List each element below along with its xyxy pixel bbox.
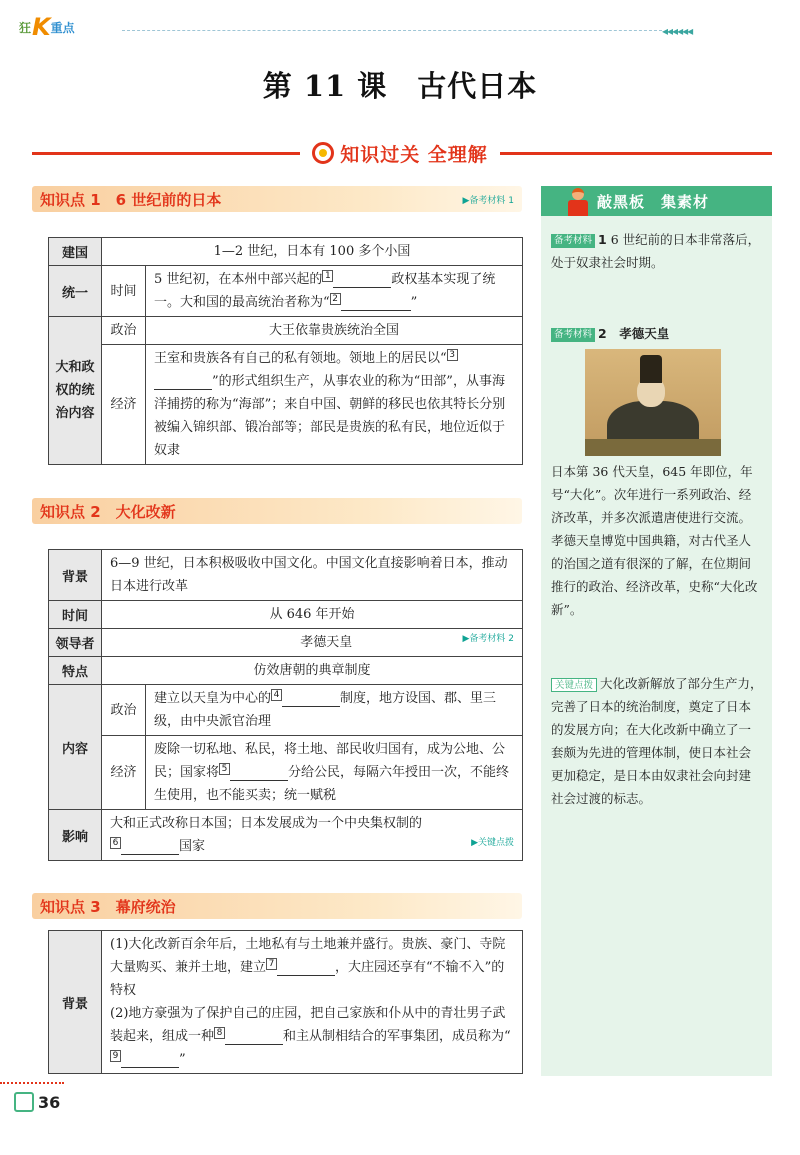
- material-number: 1: [598, 232, 607, 247]
- table-row: [49, 345, 523, 465]
- table-cell: [146, 685, 523, 736]
- table-cell: [146, 736, 523, 810]
- row-header: 影响: [49, 810, 102, 861]
- table-row: [49, 736, 523, 810]
- cell-text: (2)地方豪强为了保护自己的庄园，把自己家族和仆从中的青壮男子武装起来，组成一种: [110, 1006, 506, 1044]
- fill-blank[interactable]: [121, 1052, 179, 1068]
- table-cell: 6—9 世纪，日本积极吸收中国文化。中国文化直接影响着日本，推动日本进行改革: [102, 550, 523, 601]
- blank-number: 3: [447, 349, 458, 361]
- blank-number: 5: [219, 763, 230, 775]
- banner-line-left: [32, 152, 302, 155]
- brand-k: K: [32, 13, 51, 41]
- cell-text: 王室和贵族各有自己的私有领地。领地上的居民以“: [154, 351, 447, 366]
- table-cell: 大王依靠贵族统治全国: [146, 317, 523, 345]
- fill-blank[interactable]: [333, 272, 391, 288]
- kp1-ref[interactable]: ▶备考材料 1: [462, 195, 514, 206]
- cell-text: (1)大化改新百余年后，土地私有与土地兼并盛行。贵族、豪门、寺院大量购买、兼并土地，建立: [110, 937, 506, 975]
- section-banner: [300, 138, 500, 168]
- table-cell: 仿效唐朝的典章制度: [102, 657, 523, 685]
- row-header: 背景: [49, 550, 102, 601]
- material-1: [551, 228, 763, 274]
- fill-blank[interactable]: [154, 374, 212, 390]
- kp1-header: [32, 186, 522, 212]
- table-row: [49, 317, 523, 345]
- blank-number: 2: [330, 293, 341, 305]
- row-header: 建国: [49, 238, 102, 266]
- row-header: 领导者: [49, 629, 102, 657]
- material-text: 6 世纪前的日本非常落后，处于奴隶社会时期。: [551, 232, 761, 270]
- cell-text: ，大庄园还享有“不输不入”的特权: [110, 960, 505, 998]
- material-tag: 备考材料: [551, 328, 595, 342]
- key-tag: 关键点拨: [551, 678, 597, 692]
- fill-blank[interactable]: [121, 839, 179, 855]
- cell-text: 国家: [179, 839, 206, 854]
- table-cell: [146, 345, 523, 465]
- blank-number: 6: [110, 837, 121, 849]
- kp2-header: [32, 498, 522, 524]
- header-divider: [122, 30, 662, 31]
- student-icon: [565, 186, 591, 216]
- banner-line-right: [498, 152, 772, 155]
- sub-header: 时间: [102, 266, 146, 317]
- row-header: 大和政权的统治内容: [49, 317, 102, 465]
- material-title: 孝德天皇: [619, 326, 670, 341]
- table-row: [49, 601, 523, 629]
- sidebar-title: 敲黑板 集素材: [597, 192, 710, 211]
- sidebar-header: [541, 186, 772, 216]
- fill-blank[interactable]: [277, 960, 335, 976]
- fill-blank[interactable]: [341, 295, 411, 311]
- cell-text: 和主从制相结合的军事集团，成员称为“: [283, 1029, 511, 1044]
- sub-header: 政治: [102, 685, 146, 736]
- brand-logo: [18, 14, 75, 40]
- table-row: [49, 266, 523, 317]
- material-number: 2: [598, 326, 607, 341]
- kp3-label: 知识点 3 幕府统治: [40, 897, 176, 916]
- kp2-table: [48, 549, 523, 861]
- blank-number: 8: [214, 1027, 225, 1039]
- table-row: [49, 810, 523, 861]
- material-tag: 备考材料: [551, 234, 595, 248]
- table-row: [49, 657, 523, 685]
- cell-text: 建立以天皇为中心的: [154, 691, 272, 706]
- cell-text: 大和正式改称日本国；日本发展成为一个中央集权制的: [110, 816, 423, 831]
- sub-header: 经济: [102, 345, 146, 465]
- key-point: [551, 672, 763, 810]
- kp3-header: [32, 893, 522, 919]
- emperor-portrait-image: [585, 349, 721, 456]
- cell-text: 分给公民，每隔六年授田一次，不能终生使用，也不能买卖；统一赋税: [154, 765, 510, 803]
- table-row: [49, 550, 523, 601]
- sidebar-panel: [541, 186, 772, 1076]
- book-icon: [14, 1092, 34, 1112]
- kp2-ref[interactable]: ▶备考材料 2: [462, 634, 514, 644]
- sub-header: 经济: [102, 736, 146, 810]
- table-cell: [146, 266, 523, 317]
- kp2-label: 知识点 2 大化改新: [40, 502, 176, 521]
- kp2-key-ref[interactable]: ▶关键点拨: [471, 838, 514, 848]
- kp1-label: 知识点 1 6 世纪前的日本: [40, 190, 222, 209]
- cell-text: ”的形式组织生产，从事农业的称为“田部”，从事海洋捕捞的称为“海部”；来自中国、朝鲜的移民也依其特长分别被编入锦织部、锻冶部等；部民是贵族的私有民，地位近似于奴隶: [154, 374, 506, 458]
- table-cell: 从 646 年开始: [102, 601, 523, 629]
- table-row: [49, 238, 523, 266]
- page-title: 第 11 课 古代日本: [262, 69, 538, 103]
- brand-right: 重点: [50, 20, 75, 35]
- blank-number: 7: [266, 958, 277, 970]
- fill-blank[interactable]: [230, 765, 288, 781]
- row-header: 内容: [49, 685, 102, 810]
- fill-blank[interactable]: [282, 691, 340, 707]
- row-header: 时间: [49, 601, 102, 629]
- table-row: [49, 685, 523, 736]
- row-header: 特点: [49, 657, 102, 685]
- cell-text: ”: [179, 1052, 186, 1067]
- brand-left: 狂: [19, 20, 32, 35]
- table-row: [49, 931, 523, 1074]
- header-marks: ◂◂◂◂◂◂: [662, 24, 693, 38]
- kp1-table: [48, 237, 523, 465]
- sub-header: 政治: [102, 317, 146, 345]
- material-2-heading: [551, 322, 763, 345]
- blank-number: 4: [271, 689, 282, 701]
- row-header: 背景: [49, 931, 102, 1074]
- cell-text: 孝德天皇: [300, 635, 353, 650]
- kp3-table: [48, 930, 523, 1074]
- key-text: 大化改新解放了部分生产力，完善了日本的统治制度，奠定了日本的发展方向；在大化改新中确立了一套颇为先进的管理体制，使日本社会更加稳定，是日本由奴隶社会向封建社会过渡的标志。: [551, 676, 763, 806]
- cell-text: 制度，地方设国、郡、里三级，由中央派官治理: [154, 691, 497, 729]
- target-icon: [312, 142, 334, 164]
- cell-text: ”: [410, 295, 418, 310]
- row-header: 统一: [49, 266, 102, 317]
- table-cell: [102, 810, 523, 861]
- banner-text: 知识过关 全理解: [340, 143, 488, 166]
- table-cell: [102, 629, 523, 657]
- cell-text: 5 世纪初，在本州中部兴起的: [154, 272, 323, 287]
- blank-number: 9: [110, 1050, 121, 1062]
- page-number-text: 36: [38, 1092, 61, 1112]
- table-row: [49, 629, 523, 657]
- page-number: [14, 1092, 60, 1112]
- cell-text: 废除一切私地、私民，将土地、部民收归国有，成为公地、公民；国家将: [154, 742, 506, 780]
- table-cell: [102, 931, 523, 1074]
- cell-text: 政权基本实现了统一。大和国的最高统治者称为“: [154, 272, 496, 310]
- blank-number: 1: [322, 270, 333, 282]
- fill-blank[interactable]: [225, 1029, 283, 1045]
- table-cell: 1—2 世纪，日本有 100 多个小国: [102, 238, 523, 266]
- material-2-text: 日本第 36 代天皇，645 年即位，年号“大化”。次年进行一系列政治、经济改革，并多次派遣唐使进行交流。孝德天皇博览中国典籍，对古代圣人的治国之道有很深的了解，在位期间推行的政治、经济改革，史称“大化改新”。: [551, 464, 758, 617]
- footer-dots: [0, 1082, 64, 1084]
